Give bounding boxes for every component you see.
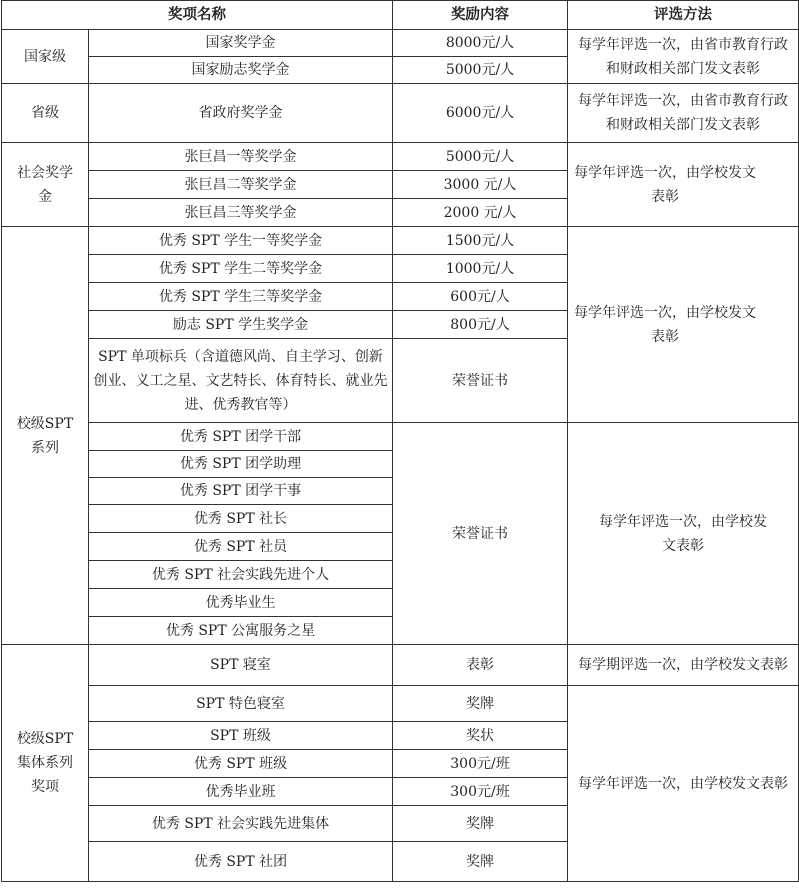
award-name: 优秀 SPT 社会实践先进集体 bbox=[89, 806, 393, 842]
awards-table bbox=[1, 0, 799, 882]
award-name: SPT 单项标兵（含道德风尚、自主学习、创新创业、义工之星、文艺特长、体育特长、就业先进、优秀教官等） bbox=[89, 339, 393, 423]
level-cell: 社会奖学金 bbox=[2, 143, 89, 227]
table-row bbox=[2, 30, 799, 57]
award-name: 优秀毕业生 bbox=[89, 589, 393, 617]
award-name: 励志 SPT 学生奖学金 bbox=[89, 311, 393, 339]
award-content: 荣誉证书 bbox=[393, 339, 568, 423]
method-cell: 每学年评选一次，由学校发文表彰 bbox=[568, 143, 799, 227]
header-row bbox=[2, 1, 799, 30]
award-content: 奖牌 bbox=[393, 686, 568, 722]
award-name: 优秀 SPT 社会实践先进个人 bbox=[89, 561, 393, 589]
method-cell: 每学年评选一次，由学校发文表彰 bbox=[568, 686, 799, 882]
award-name: 优秀 SPT 学生三等奖学金 bbox=[89, 283, 393, 311]
header-name: 奖项名称 bbox=[2, 1, 393, 30]
award-content: 800元/人 bbox=[393, 311, 568, 339]
level-cell: 校级SPT集体系列奖项 bbox=[2, 645, 89, 882]
award-name: 优秀 SPT 班级 bbox=[89, 750, 393, 778]
method-cell: 每学年评选一次，由省市教育行政和财政相关部门发文表彰 bbox=[568, 84, 799, 143]
header-content: 奖励内容 bbox=[393, 1, 568, 30]
award-content: 表彰 bbox=[393, 645, 568, 686]
table-row bbox=[2, 686, 799, 722]
award-content: 8000元/人 bbox=[393, 30, 568, 57]
award-content: 荣誉证书 bbox=[393, 423, 568, 645]
award-name: 优秀毕业班 bbox=[89, 778, 393, 806]
award-content: 奖状 bbox=[393, 722, 568, 750]
table-row bbox=[2, 227, 799, 255]
award-name: 国家奖学金 bbox=[89, 30, 393, 57]
award-content: 6000元/人 bbox=[393, 84, 568, 143]
award-content: 2000 元/人 bbox=[393, 199, 568, 227]
award-content: 1000元/人 bbox=[393, 255, 568, 283]
award-name: 优秀 SPT 团学干部 bbox=[89, 423, 393, 451]
table-row bbox=[2, 645, 799, 686]
award-content: 5000元/人 bbox=[393, 143, 568, 171]
award-name: SPT 特色寝室 bbox=[89, 686, 393, 722]
award-content: 600元/人 bbox=[393, 283, 568, 311]
award-name: 省政府奖学金 bbox=[89, 84, 393, 143]
award-content: 5000元/人 bbox=[393, 57, 568, 84]
award-name: 优秀 SPT 学生二等奖学金 bbox=[89, 255, 393, 283]
award-name: SPT 班级 bbox=[89, 722, 393, 750]
award-name: 张巨昌一等奖学金 bbox=[89, 143, 393, 171]
table-row bbox=[2, 423, 799, 451]
award-content: 3000 元/人 bbox=[393, 171, 568, 199]
table-row bbox=[2, 143, 799, 171]
award-name: 优秀 SPT 社团 bbox=[89, 842, 393, 882]
award-name: 优秀 SPT 团学助理 bbox=[89, 451, 393, 478]
award-content: 奖牌 bbox=[393, 806, 568, 842]
award-name: 张巨昌二等奖学金 bbox=[89, 171, 393, 199]
level-cell: 省级 bbox=[2, 84, 89, 143]
award-name: 国家励志奖学金 bbox=[89, 57, 393, 84]
level-cell: 校级SPT系列 bbox=[2, 227, 89, 645]
header-method: 评选方法 bbox=[568, 1, 799, 30]
level-cell: 国家级 bbox=[2, 30, 89, 84]
award-name: 优秀 SPT 社长 bbox=[89, 505, 393, 533]
award-name: 优秀 SPT 公寓服务之星 bbox=[89, 617, 393, 645]
award-name: 优秀 SPT 社员 bbox=[89, 533, 393, 561]
award-content: 1500元/人 bbox=[393, 227, 568, 255]
award-name: 张巨昌三等奖学金 bbox=[89, 199, 393, 227]
method-cell: 每学年评选一次，由学校发文表彰 bbox=[568, 227, 799, 423]
award-content: 300元/班 bbox=[393, 778, 568, 806]
award-name: SPT 寝室 bbox=[89, 645, 393, 686]
method-cell: 每学年评选一次，由学校发文表彰 bbox=[568, 423, 799, 645]
award-content: 奖牌 bbox=[393, 842, 568, 882]
table-row bbox=[2, 84, 799, 143]
award-content: 300元/班 bbox=[393, 750, 568, 778]
award-name: 优秀 SPT 学生一等奖学金 bbox=[89, 227, 393, 255]
method-cell: 每学期评选一次，由学校发文表彰 bbox=[568, 645, 799, 686]
award-name: 优秀 SPT 团学干事 bbox=[89, 478, 393, 505]
method-cell: 每学年评选一次，由省市教育行政和财政相关部门发文表彰 bbox=[568, 30, 799, 84]
